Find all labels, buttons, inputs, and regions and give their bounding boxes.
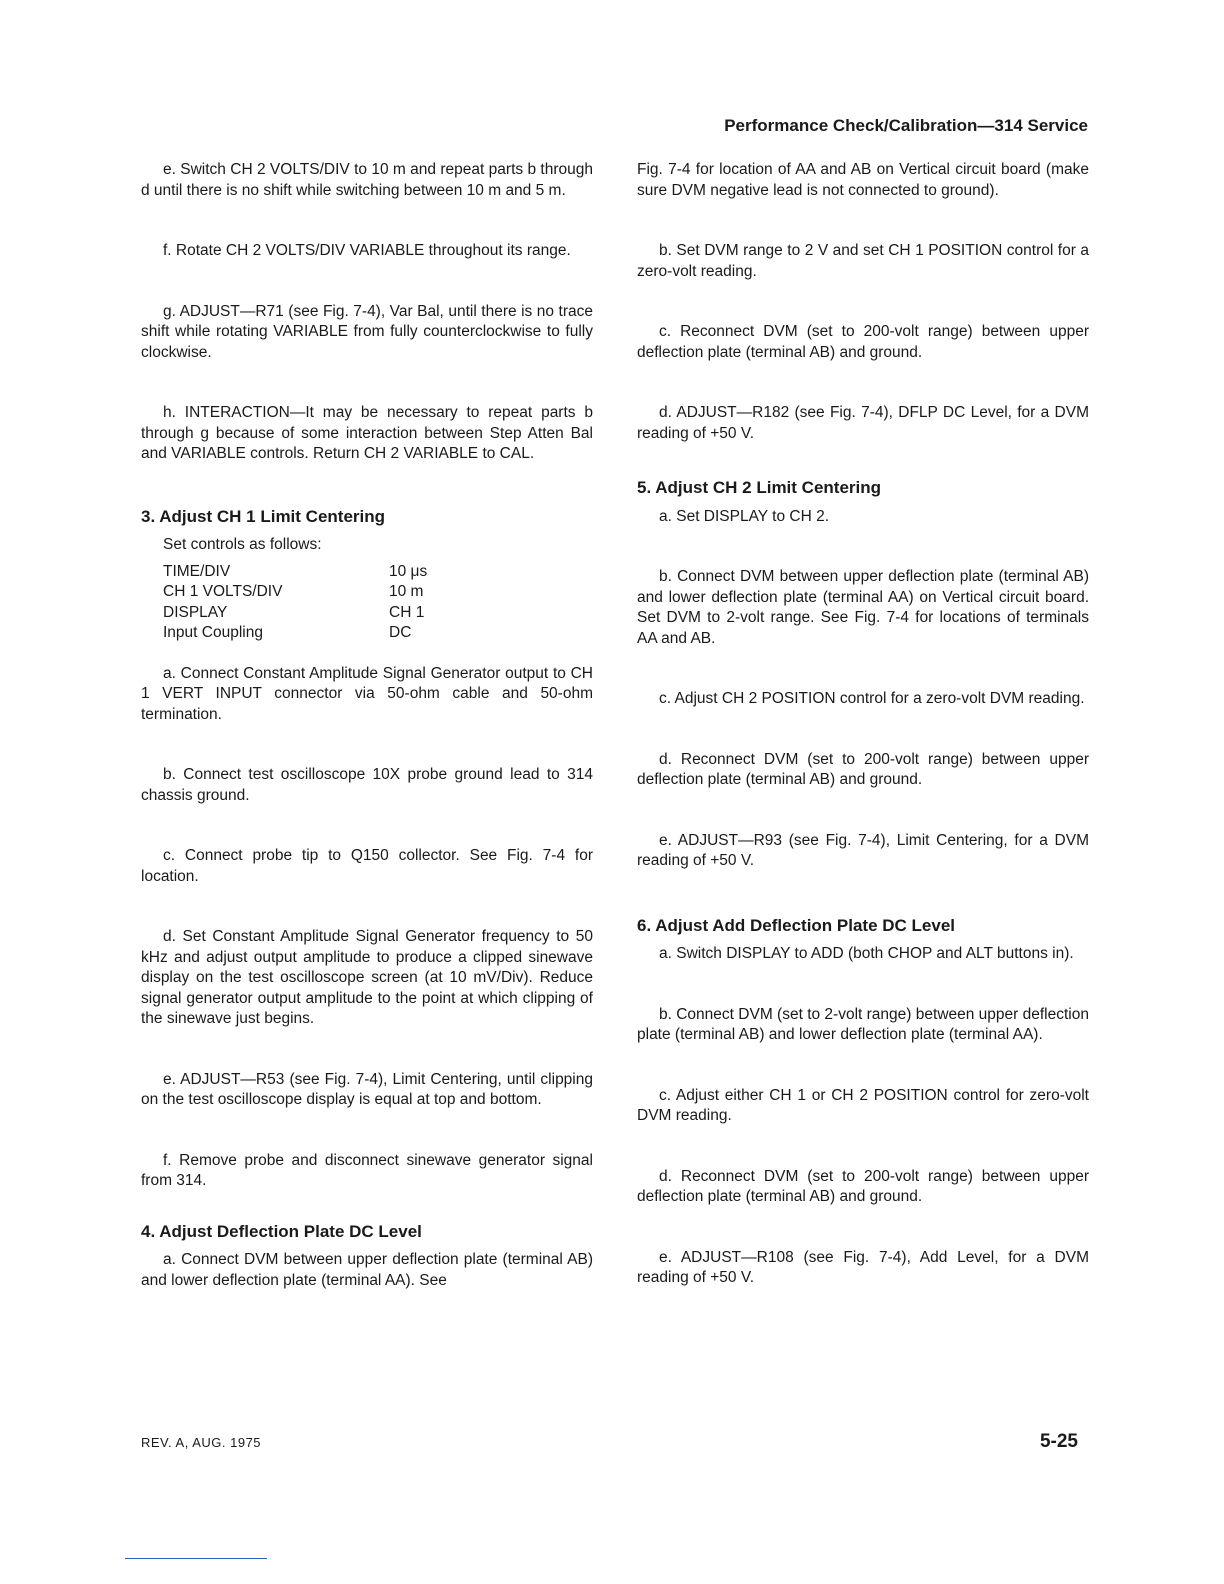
section-6-heading: 6. Adjust Add Deflection Plate DC Level: [637, 915, 956, 935]
section-3-intro: Set controls as follows:: [163, 536, 322, 553]
step-6d: d. Reconnect DVM (set to 200-volt range) between upper deflection plate (terminal AB) and ground.: [637, 1167, 1089, 1205]
section-5-heading: 5. Adjust CH 2 Limit Centering: [637, 478, 882, 497]
step-5d: d. Reconnect DVM (set to 200-volt range) between upper deflection plate (terminal AB) and ground.: [637, 750, 1089, 788]
step-3b: b. Connect test oscilloscope 10X probe ground lead to 314 chassis ground.: [141, 766, 593, 804]
step-2g: g. ADJUST—R71 (see Fig. 7-4), Var Bal, until there is no trace shift while rotating VARIABLE from fully counterclockwise to fully clockwise.: [141, 302, 593, 361]
step-4a-continued: Fig. 7-4 for location of AA and AB on Vertical circuit board (make sure DVM negative lead is not connected to ground).: [637, 161, 1089, 199]
step-3a: a. Connect Constant Amplitude Signal Generator output to CH 1 VERT INPUT connector via 50-ohm cable and 50-ohm termination.: [141, 664, 593, 723]
table-row: Input Coupling DC: [163, 624, 412, 641]
section-3-heading: 3. Adjust CH 1 Limit Centering: [141, 506, 386, 526]
step-4b: b. Set DVM range to 2 V and set CH 1 POSITION control for a zero-volt reading.: [637, 242, 1089, 280]
table-row: TIME/DIV 10 μs: [163, 562, 428, 580]
table-row: CH 1 VOLTS/DIV 10 m: [163, 583, 424, 600]
step-6b: b. Connect DVM (set to 2-volt range) between upper deflection plate (terminal AB) and lower deflection plate (terminal AA).: [637, 1005, 1089, 1043]
step-2e: e. Switch CH 2 VOLTS/DIV to 10 m and repeat parts b through d until there is no shift while switching between 10 m and 5 m.: [141, 161, 593, 199]
section-4-heading: 4. Adjust Deflection Plate DC Level: [141, 1221, 422, 1241]
step-6e: e. ADJUST—R108 (see Fig. 7-4), Add Level, for a DVM reading of +50 V.: [637, 1248, 1089, 1286]
step-3d: d. Set Constant Amplitude Signal Generator frequency to 50 kHz and adjust output amplitude to produce a clipped sinewave display on the test oscilloscope screen (at 10 mV/Div). Reduce signal generator output amplitude to the point at which clipping of the sinewave just begins.: [141, 928, 593, 1027]
step-3f: f. Remove probe and disconnect sinewave generator signal from 314.: [141, 1151, 593, 1189]
step-6a: a. Switch DISPLAY to ADD (both CHOP and ALT buttons in).: [659, 945, 1074, 962]
step-4d: d. ADJUST—R182 (see Fig. 7-4), DFLP DC Level, for a DVM reading of +50 V.: [637, 404, 1089, 442]
step-5a: a. Set DISPLAY to CH 2.: [659, 507, 830, 525]
revision-footer: REV. A, AUG. 1975: [141, 1435, 262, 1450]
step-6c: c. Adjust either CH 1 or CH 2 POSITION control for zero-volt DVM reading.: [637, 1086, 1089, 1124]
left-column: [141, 160, 593, 1291]
step-2h: h. INTERACTION—It may be necessary to repeat parts b through g because of some interaction between Step Atten Bal and VARIABLE controls. Return CH 2 VARIABLE to CAL.: [141, 404, 593, 462]
page-number: 5-25: [1039, 1431, 1078, 1452]
step-2f: f. Rotate CH 2 VOLTS/DIV VARIABLE throughout its range.: [163, 242, 571, 259]
step-5c: c. Adjust CH 2 POSITION control for a zero-volt DVM reading.: [659, 690, 1085, 707]
step-5b: b. Connect DVM between upper deflection plate (terminal AB) and lower deflection plate (terminal AA) on Vertical circuit board. Set DVM to 2-volt range. See Fig. 7-4 for locations of terminals AA and AB.: [637, 568, 1089, 647]
step-3c: c. Connect probe tip to Q150 collector. See Fig. 7-4 for location.: [141, 847, 593, 885]
table-row: DISPLAY CH 1: [163, 603, 425, 621]
step-4c: c. Reconnect DVM (set to 200-volt range) between upper deflection plate (terminal AB) and ground.: [637, 323, 1089, 361]
right-column: [637, 160, 1089, 1289]
divider-line: [125, 1558, 267, 1559]
page-header-title: Performance Check/Calibration—314 Service: [724, 116, 1088, 135]
step-4a: a. Connect DVM between upper deflection plate (terminal AB) and lower deflection plate (terminal AA). See: [141, 1251, 593, 1289]
step-5e: e. ADJUST—R93 (see Fig. 7-4), Limit Centering, for a DVM reading of +50 V.: [637, 831, 1089, 869]
step-3e: e. ADJUST—R53 (see Fig. 7-4), Limit Centering, until clipping on the test oscilloscope display is equal at top and bottom.: [141, 1070, 593, 1108]
controls-table: [163, 562, 427, 644]
